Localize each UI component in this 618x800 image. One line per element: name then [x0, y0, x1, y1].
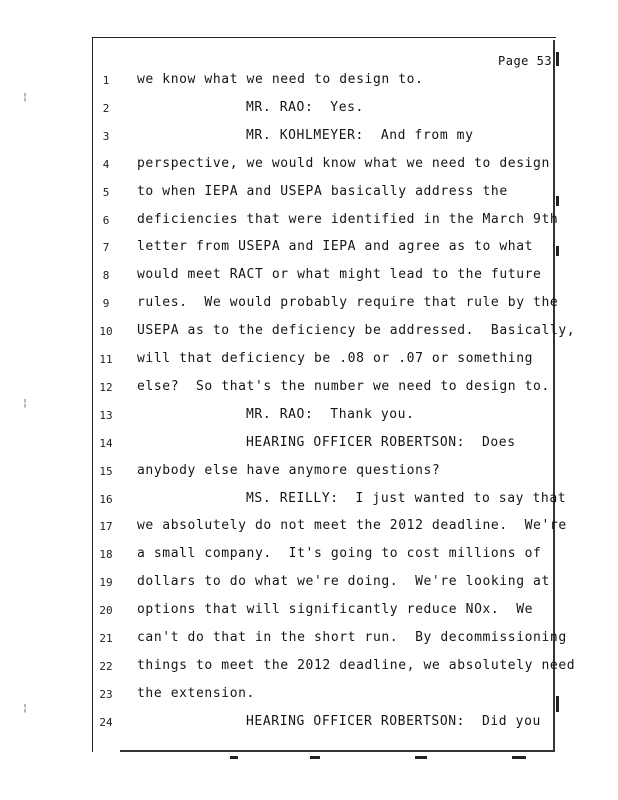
line-number: 8 — [102, 269, 110, 283]
line-number: 10 — [99, 325, 113, 339]
line-text: USEPA as to the deficiency be addressed. Basically, — [137, 323, 576, 339]
line-number: 21 — [99, 632, 113, 645]
line-text: we absolutely do not meet the 2012 deadline. We're — [137, 518, 567, 534]
page-number: Page 53 — [498, 54, 553, 68]
transcript-line — [0, 657, 576, 678]
scan-speck — [310, 756, 320, 759]
line-number: 4 — [102, 157, 110, 171]
transcript-line — [0, 184, 560, 204]
line-text: would meet RACT or what might lead to the future — [137, 267, 542, 283]
line-number: 23 — [99, 687, 113, 701]
transcript-line — [0, 156, 560, 176]
line-number: 12 — [99, 380, 113, 394]
line-number: 24 — [99, 715, 113, 729]
left-margin-mark: ¦ — [22, 92, 29, 103]
transcript-line — [0, 239, 560, 259]
transcript-line — [0, 630, 567, 650]
line-number: 6 — [102, 213, 110, 227]
line-text: can't do that in the short run. By decommissioning — [137, 630, 567, 645]
line-text: letter from USEPA and IEPA and agree as to what — [137, 239, 534, 255]
transcript-line — [0, 686, 560, 706]
left-margin-mark: ¦ — [22, 398, 29, 409]
line-text: deficiencies that were identified in the March 9th — [137, 211, 559, 227]
line-text: else? So that's the number we need to design to. — [137, 378, 550, 394]
line-number: 16 — [99, 492, 113, 506]
line-text: rules. We would probably require that rule by the — [137, 295, 559, 311]
line-number: 18 — [99, 548, 113, 562]
transcript-line — [0, 546, 560, 566]
line-text: options that will significantly reduce NOx. We — [137, 602, 534, 618]
scan-speck — [512, 756, 526, 759]
line-text: MS. REILLY: I just wanted to say that — [246, 490, 567, 506]
line-text: dollars to do what we're doing. We're looking at — [137, 574, 550, 590]
side-tick — [556, 196, 559, 206]
left-margin-mark: ¦ — [22, 703, 29, 714]
line-number: 19 — [99, 576, 113, 590]
line-number: 17 — [99, 520, 113, 534]
transcript-line — [0, 323, 576, 343]
scan-speck — [230, 756, 238, 759]
transcript-line — [0, 351, 560, 371]
transcript-line — [0, 574, 560, 594]
transcript-line — [0, 518, 567, 538]
transcript-line — [0, 602, 560, 622]
line-text: we know what we need to design to. — [137, 72, 424, 87]
transcript-line — [0, 72, 560, 92]
transcript-line — [0, 490, 567, 511]
transcript-line — [0, 295, 560, 315]
line-number: 15 — [99, 464, 113, 478]
line-number: 20 — [99, 604, 113, 618]
line-text: MR. RAO: Yes. — [246, 99, 364, 115]
line-text: HEARING OFFICER ROBERTSON: Does — [246, 434, 516, 450]
line-text: HEARING OFFICER ROBERTSON: Did you — [246, 713, 541, 729]
transcript-line — [0, 463, 560, 483]
line-text: to when IEPA and USEPA basically address the — [137, 183, 508, 199]
line-text: a small company. It's going to cost millions of — [137, 546, 542, 562]
line-text: the extension. — [137, 685, 255, 701]
line-number: 5 — [102, 185, 110, 199]
line-text: anybody else have anymore questions? — [137, 462, 441, 478]
line-number: 13 — [99, 408, 113, 422]
transcript-line — [0, 714, 560, 734]
line-number: 2 — [102, 101, 110, 115]
line-number: 14 — [99, 436, 113, 450]
transcript-line — [0, 212, 560, 232]
line-number: 11 — [99, 353, 113, 366]
line-number: 7 — [102, 241, 110, 255]
transcript-line — [0, 128, 560, 148]
line-number: 22 — [99, 659, 113, 673]
transcript-line — [0, 407, 560, 427]
transcript-line — [0, 435, 560, 455]
line-number: 1 — [102, 74, 110, 87]
line-text: things to meet the 2012 deadline, we absolutely need — [137, 657, 576, 673]
line-text: MR. RAO: Thank you. — [246, 406, 415, 422]
side-tick — [556, 52, 559, 66]
transcript-line — [0, 100, 560, 120]
line-text: MR. KOHLMEYER: And from my — [246, 127, 474, 143]
side-tick — [556, 246, 559, 256]
transcript-line — [0, 267, 560, 287]
scan-speck — [415, 756, 427, 759]
side-tick — [556, 696, 559, 712]
line-number: 3 — [102, 129, 110, 143]
page-bottom-edge — [120, 750, 555, 752]
line-text: perspective, we would know what we need to design — [137, 155, 550, 171]
line-number: 9 — [102, 297, 110, 311]
line-text: will that deficiency be .08 or .07 or something — [137, 351, 534, 366]
transcript-line — [0, 379, 560, 399]
